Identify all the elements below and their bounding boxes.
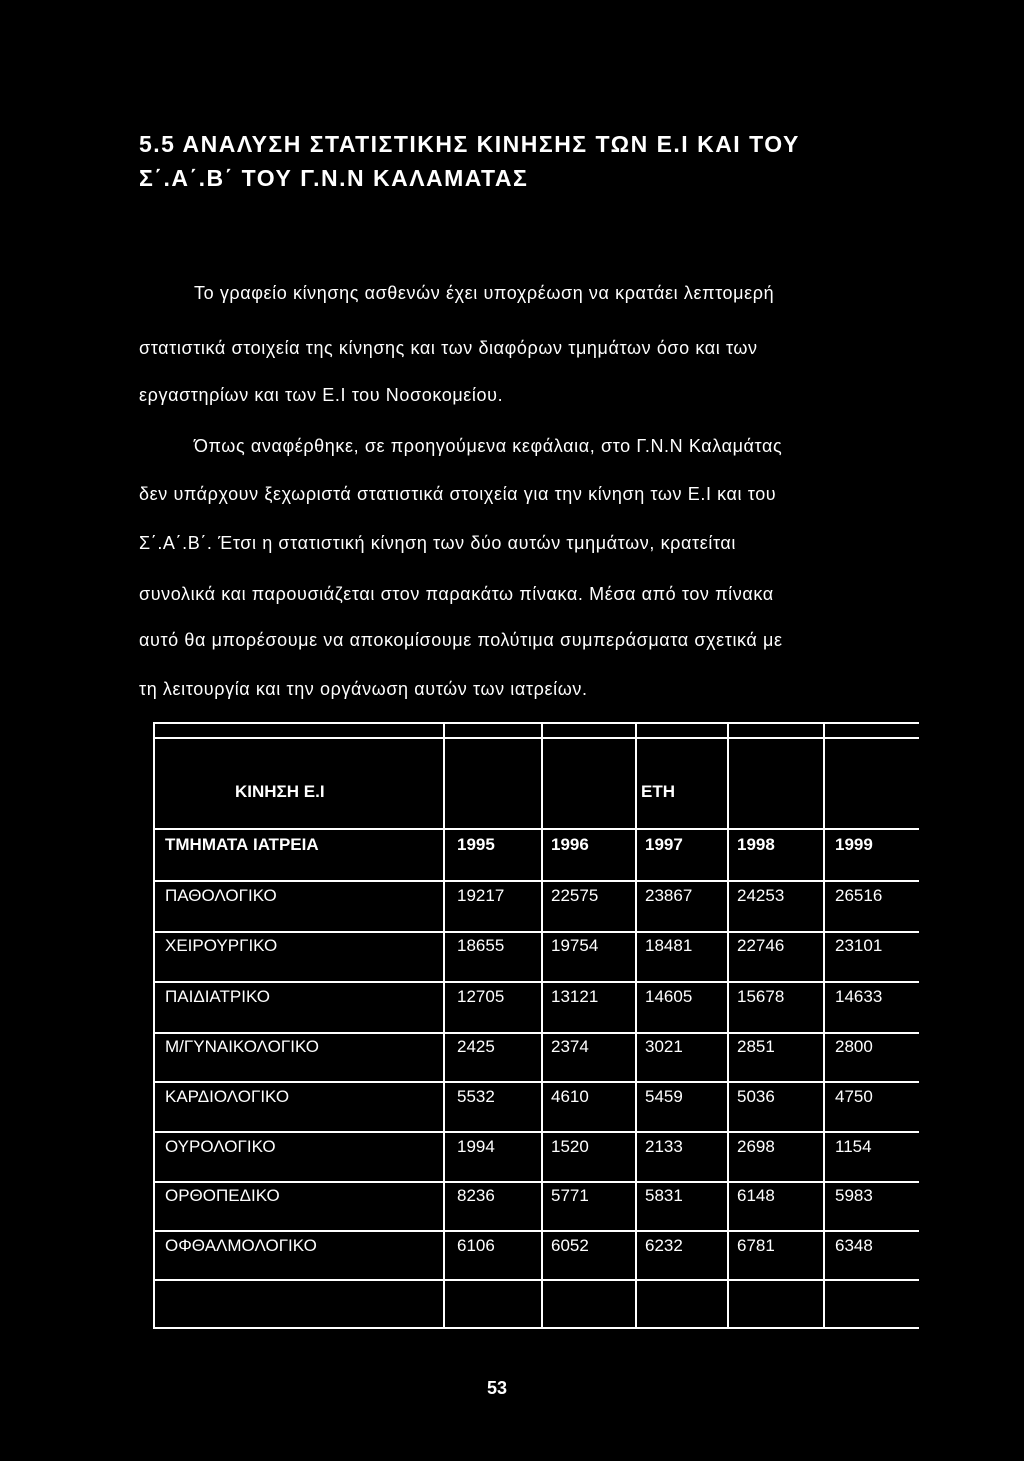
- paragraph-line-1: Το γραφείο κίνησης ασθενών έχει υποχρέωση να κρατάει λεπτομερή: [194, 283, 775, 303]
- table-cell: 2425: [457, 1037, 495, 1056]
- table-cell: 22746: [737, 936, 785, 955]
- table-cell: 6106: [457, 1236, 495, 1255]
- table-cell: 1154: [835, 1137, 872, 1156]
- section-heading: [139, 127, 800, 195]
- table-cell: 8236: [457, 1186, 495, 1205]
- table-vline-1: [443, 724, 445, 1327]
- table-hline-8: [155, 1181, 919, 1183]
- table-title-left: ΚΙΝΗΣΗ Ε.Ι: [235, 782, 325, 801]
- table-cell: 1520: [551, 1137, 589, 1156]
- table-header-year: 1995: [457, 835, 495, 854]
- table-cell: 2374: [551, 1037, 589, 1056]
- table-cell: 15678: [737, 987, 785, 1006]
- table-cell: 23101: [835, 936, 883, 955]
- table-cell: 23867: [645, 886, 693, 905]
- table-cell: 6052: [551, 1236, 589, 1255]
- paragraph-line-9: τη λειτουργία και την οργάνωση αυτών των ιατρείων.: [139, 679, 588, 699]
- table-cell: 5459: [645, 1087, 683, 1106]
- table-row-label: ΚΑΡΔΙΟΛΟΓΙΚΟ: [165, 1087, 290, 1106]
- table-cell: 6348: [835, 1236, 873, 1255]
- table-header-year: 1996: [551, 835, 589, 854]
- paragraph-line-7: συνολικά και παρουσιάζεται στον παρακάτω πίνακα. Μέσα από τον πίνακα: [139, 584, 774, 604]
- table-vline-5: [823, 724, 825, 1327]
- paragraph-line-4: Όπως αναφέρθηκε, σε προηγούμενα κεφάλαια, στο Γ.Ν.Ν Καλαμάτας: [194, 436, 783, 456]
- table-cell: 2698: [737, 1137, 775, 1156]
- paragraph-line-8: αυτό θα μπορέσουμε να αποκομίσουμε πολύτιμα συμπεράσματα σχετικά με: [139, 630, 783, 650]
- table-cell: 3021: [645, 1037, 683, 1056]
- table-hline-7: [155, 1131, 919, 1133]
- table-cell: 5036: [737, 1087, 775, 1106]
- table-cell: 22575: [551, 886, 599, 905]
- table-cell: 5983: [835, 1186, 873, 1205]
- table-cell: 2800: [835, 1037, 873, 1056]
- table-header-year: 1998: [737, 835, 775, 854]
- table-hline-5: [155, 1032, 919, 1034]
- table-cell: 18655: [457, 936, 505, 955]
- table-vline-3: [635, 724, 637, 1327]
- table-cell: 12705: [457, 987, 505, 1006]
- table-cell: 19754: [551, 936, 599, 955]
- table-hline-1: [155, 828, 919, 830]
- table-cell: 2851: [737, 1037, 775, 1056]
- table-cell: 5771: [551, 1186, 589, 1205]
- table-hline-3: [155, 931, 919, 933]
- table-cell: 2133: [645, 1137, 683, 1156]
- table-cell: 5532: [457, 1087, 495, 1106]
- table-vline-2: [541, 724, 543, 1327]
- table-row-label: ΟΡΘΟΠΕΔΙΚΟ: [165, 1186, 280, 1205]
- table-cell: 18481: [645, 936, 693, 955]
- table-hline-2: [155, 880, 919, 882]
- table-cell: 24253: [737, 886, 785, 905]
- table-cell: 5831: [645, 1186, 683, 1205]
- table-cell: 14633: [835, 987, 883, 1006]
- table-row-label: ΟΥΡΟΛΟΓΙΚΟ: [165, 1137, 276, 1156]
- table-cell: 4610: [551, 1087, 589, 1106]
- table-hline-10: [155, 1279, 919, 1281]
- table-hline-0: [155, 737, 919, 739]
- table-cell: 6148: [737, 1186, 775, 1205]
- table-hline-6: [155, 1081, 919, 1083]
- section-heading-line-1: 5.5 ΑΝΑΛΥΣΗ ΣΤΑΤΙΣΤΙΚΗΣ ΚΙΝΗΣΗΣ ΤΩΝ Ε.Ι ΚΑΙ ΤΟΥ: [139, 131, 800, 157]
- table-header-department: ΤΜΗΜΑΤΑ ΙΑΤΡΕΙΑ: [165, 835, 319, 854]
- table-row-label: ΠΑΘΟΛΟΓΙΚΟ: [165, 886, 277, 905]
- table-hline-9: [155, 1230, 919, 1232]
- table-cell: 14605: [645, 987, 693, 1006]
- table-vline-4: [727, 724, 729, 1327]
- table-header-year: 1997: [645, 835, 683, 854]
- table-cell: 4750: [835, 1087, 873, 1106]
- table-header-year: 1999: [835, 835, 873, 854]
- table-cell: 6781: [737, 1236, 775, 1255]
- paragraph-line-5: δεν υπάρχουν ξεχωριστά στατιστικά στοιχεία για την κίνηση των Ε.Ι και του: [139, 484, 777, 504]
- paragraph-line-2: στατιστικά στοιχεία της κίνησης και των διαφόρων τμημάτων όσο και των: [139, 338, 758, 358]
- statistics-table: [153, 722, 919, 1329]
- table-cell: 6232: [645, 1236, 683, 1255]
- paragraph-line-6: Σ΄.Α΄.Β΄. Έτσι η στατιστική κίνηση των δύο αυτών τμημάτων, κρατείται: [139, 533, 737, 553]
- paragraph-line-3: εργαστηρίων και των Ε.Ι του Νοσοκομείου.: [139, 385, 504, 405]
- table-row-label: ΟΦΘΑΛΜΟΛΟΓΙΚΟ: [165, 1236, 317, 1255]
- table-cell: 19217: [457, 886, 505, 905]
- table-row-label: Μ/ΓΥΝΑΙΚΟΛΟΓΙΚΟ: [165, 1037, 320, 1056]
- table-cell: 1994: [457, 1137, 495, 1156]
- table-cell: 13121: [551, 987, 599, 1006]
- page-number: 53: [487, 1378, 508, 1398]
- table-cell: 26516: [835, 886, 883, 905]
- table-row-label: ΧΕΙΡΟΥΡΓΙΚΟ: [165, 936, 278, 955]
- table-row-label: ΠΑΙΔΙΑΤΡΙΚΟ: [165, 987, 270, 1006]
- table-hline-4: [155, 981, 919, 983]
- section-heading-line-2: Σ΄.Α΄.Β΄ ΤΟΥ Γ.Ν.Ν ΚΑΛΑΜΑΤΑΣ: [139, 165, 529, 191]
- table-title-right: ΕΤΗ: [641, 782, 675, 801]
